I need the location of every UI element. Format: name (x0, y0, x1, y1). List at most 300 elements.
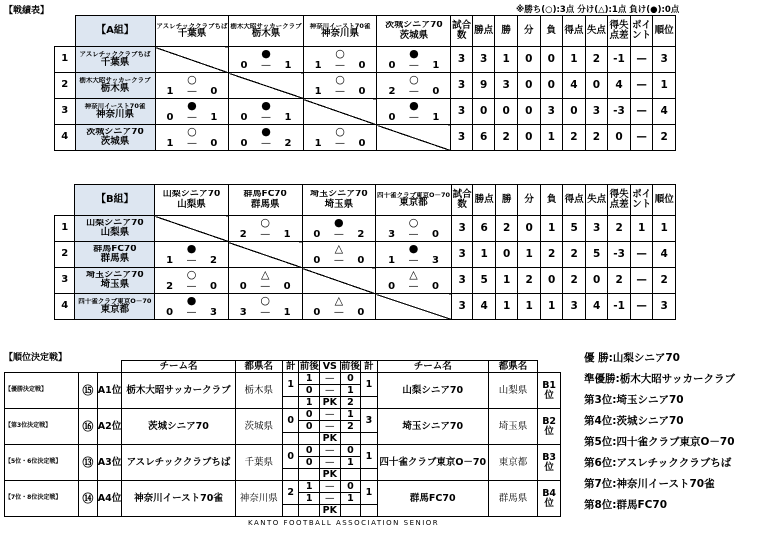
half-right: 1 (340, 385, 361, 397)
self-match-cell (155, 47, 229, 73)
pref-name: 山梨県 (177, 198, 206, 210)
match-cell (155, 125, 229, 151)
stat-value: 5 (473, 268, 496, 294)
right-pref: 東京都 (488, 445, 537, 481)
stat-value: 2 (585, 47, 608, 73)
right-position: B4位 (538, 481, 561, 517)
final-result-item: 準優勝:栃木大昭サッカークラブ (584, 373, 735, 385)
half-dash: — (320, 445, 341, 457)
match-score (155, 307, 228, 319)
left-position: A4位 (97, 481, 122, 517)
stat-value: 0 (585, 268, 608, 294)
stat-value: 3 (451, 216, 472, 242)
stat-value: 9 (472, 73, 495, 99)
stat-value: 0 (495, 99, 518, 125)
match-score (303, 307, 376, 319)
row-number: 4 (55, 125, 76, 151)
stat-value: — (630, 268, 653, 294)
stat-value: 0 (517, 99, 540, 125)
score-away: 0 (358, 85, 366, 97)
team-name: 山梨シニア70 (162, 190, 221, 200)
stat-value: — (630, 242, 653, 268)
half-dash: — (320, 481, 341, 493)
team-name: 茨城シニア70 (86, 127, 144, 137)
match-score (376, 255, 451, 267)
score-dash: — (186, 280, 197, 292)
row-number: 1 (55, 47, 76, 73)
result-symbol: ○ (187, 72, 197, 86)
score-home: 0 (388, 59, 396, 71)
stat-value: 0 (517, 73, 540, 99)
stat-header: 負 (540, 16, 563, 47)
table-row (5, 445, 561, 457)
score-dash: — (260, 306, 271, 318)
match-cell (302, 216, 376, 242)
group-b-label: 【B組】 (75, 185, 155, 216)
final-result-item: 第3位:埼玉シニア70 (584, 394, 684, 406)
score-home: 2 (388, 85, 396, 97)
half-left (299, 469, 320, 481)
half-left: 0 (299, 385, 320, 397)
score-away: 0 (357, 254, 365, 266)
match-cell (229, 47, 303, 73)
stat-value: 2 (540, 242, 563, 268)
half-dash: — (320, 421, 341, 433)
score-away: 0 (210, 85, 218, 97)
result-symbol: ○ (335, 72, 345, 86)
stat-value: 4 (653, 242, 676, 268)
group-b-col-header (228, 185, 302, 216)
stat-value: 1 (473, 242, 496, 268)
left-total: 1 (282, 373, 298, 397)
stat-value: 1 (540, 294, 563, 320)
stat-value: 1 (563, 47, 586, 73)
match-score (377, 112, 450, 124)
result-symbol: ● (261, 124, 271, 138)
stat-value: 0 (563, 99, 586, 125)
score-dash: — (408, 280, 419, 292)
score-away: 1 (432, 59, 440, 71)
stat-value: 1 (518, 242, 541, 268)
final-result-item: 第6位:アスレチッククラブちば (584, 457, 732, 469)
col-team: チーム名 (122, 361, 235, 373)
pk-total-blank (361, 433, 377, 445)
right-total: 1 (361, 445, 377, 469)
match-score (229, 138, 302, 150)
score-home: 0 (166, 111, 174, 123)
stat-value: -3 (608, 242, 631, 268)
pk-total-blank (282, 397, 298, 409)
stat-value: — (630, 294, 653, 320)
stat-header: 勝 (495, 16, 518, 47)
col-halves: 前後 (299, 360, 319, 372)
score-away: 0 (358, 137, 366, 149)
stat-value: 2 (653, 268, 676, 294)
score-dash: — (186, 306, 197, 318)
stat-header: 得点 (563, 185, 586, 216)
stat-value: -1 (608, 47, 631, 73)
match-score (156, 112, 229, 124)
stat-value: 0 (608, 125, 631, 151)
stat-header: 順位 (653, 185, 676, 216)
score-away: 2 (284, 137, 292, 149)
score-home: 0 (240, 59, 248, 71)
pref-name: 埼玉県 (100, 279, 130, 291)
team-name: 四十雀クラブ東京O－70 (78, 298, 152, 305)
match-score (303, 229, 376, 241)
row-number: 4 (55, 294, 75, 320)
result-symbol: ○ (408, 215, 419, 229)
pref-name: 神奈川県 (95, 108, 134, 120)
right-team: 四十雀クラブ東京O－70 (377, 445, 488, 481)
left-position: A3位 (97, 445, 122, 481)
team-name: 神奈川イースト70雀 (309, 22, 371, 30)
stat-header: 分 (517, 16, 540, 47)
group-a-label: 【A組】 (75, 16, 155, 47)
score-home: 1 (314, 137, 322, 149)
result-symbol: ● (409, 98, 419, 112)
match-number: ⑭ (79, 481, 98, 517)
half-right: 2 (340, 421, 361, 433)
ranking-title: 【順位決定戦】 (4, 353, 68, 363)
score-home: 1 (166, 85, 174, 97)
match-cell (303, 125, 377, 151)
row-number: 2 (55, 242, 75, 268)
score-dash: — (186, 111, 197, 123)
score-home: 1 (388, 254, 396, 266)
left-team: アスレチッククラブちば (122, 445, 235, 481)
stat-value: 1 (653, 73, 676, 99)
score-dash: — (335, 137, 346, 149)
pk-label: PK (320, 505, 341, 517)
stat-value: 5 (585, 242, 608, 268)
match-cell (302, 294, 376, 320)
final-result-item: 優 勝:山梨シニア70 (584, 352, 680, 364)
result-symbol: ● (409, 46, 419, 60)
team-name: 神奈川イースト70雀 (84, 103, 146, 110)
half-dash: — (320, 457, 341, 469)
stat-header: 勝 (495, 185, 518, 216)
pk-total-blank (361, 469, 377, 481)
stat-value: 0 (518, 216, 541, 242)
row-team (75, 99, 155, 125)
match-score (229, 229, 302, 241)
score-home: 3 (239, 306, 247, 318)
row-team (75, 125, 155, 151)
half-dash: — (320, 409, 341, 421)
stat-header: 順位 (653, 16, 676, 47)
stat-header: 得失点差 (608, 16, 631, 47)
pk-total-blank (282, 469, 298, 481)
stat-header: 得点 (563, 16, 586, 47)
group-b-col-header (302, 185, 376, 216)
group-a-col-header (229, 16, 303, 47)
score-away: 0 (357, 306, 365, 318)
self-match-cell (377, 125, 451, 151)
stat-value: 2 (585, 125, 608, 151)
result-symbol: ● (186, 241, 197, 255)
final-result-item: 第5位:四十雀クラブ東京O－70 (584, 436, 735, 448)
stat-value: 3 (653, 47, 676, 73)
team-name: 群馬FC70 (93, 244, 137, 254)
match-cell (376, 216, 452, 242)
stat-value: — (630, 73, 653, 99)
pk-total-blank (282, 433, 298, 445)
right-total: 3 (361, 409, 377, 433)
stat-header: 分 (518, 185, 541, 216)
row-number: 3 (55, 268, 75, 294)
result-symbol: ○ (260, 215, 270, 229)
match-score (304, 86, 377, 98)
team-name: 栃木大昭サッカークラブ (230, 22, 302, 30)
score-dash: — (408, 254, 419, 266)
match-score (155, 281, 228, 293)
match-cell (303, 47, 377, 73)
col-team: チーム名 (377, 361, 488, 373)
self-match-cell (302, 268, 376, 294)
stat-value: — (630, 99, 653, 125)
stat-value: 3 (563, 294, 586, 320)
score-dash: — (333, 228, 344, 240)
stat-value: 0 (495, 242, 518, 268)
match-score (304, 138, 377, 150)
row-number: 2 (55, 73, 76, 99)
score-home: 0 (239, 280, 247, 292)
score-away: 1 (283, 306, 291, 318)
score-away: 1 (432, 111, 440, 123)
row-number: 3 (55, 99, 76, 125)
pref-name: 千葉県 (177, 28, 207, 40)
stat-value: — (630, 125, 653, 151)
pk-total-blank (361, 505, 377, 517)
score-home: 0 (240, 137, 248, 149)
stat-value: 6 (473, 216, 496, 242)
table-row (55, 242, 676, 268)
stat-value: 2 (495, 125, 518, 151)
right-total: 1 (361, 481, 377, 505)
half-right: 2 (340, 397, 361, 409)
half-left: 1 (299, 481, 320, 493)
final-result-item: 第8位:群馬FC70 (584, 499, 667, 511)
right-team: 群馬FC70 (377, 481, 488, 517)
stat-value: 2 (653, 125, 676, 151)
left-total: 2 (282, 481, 298, 505)
row-team (75, 216, 155, 242)
stat-value: 3 (451, 242, 472, 268)
half-right: 0 (340, 373, 361, 385)
table-row (5, 373, 561, 385)
stat-value: 0 (540, 47, 563, 73)
match-cell (229, 125, 303, 151)
match-score (229, 281, 302, 293)
pref-name: 山梨県 (100, 227, 130, 239)
left-pref: 神奈川県 (235, 481, 282, 517)
score-home: 0 (313, 306, 321, 318)
self-match-cell (228, 242, 302, 268)
score-dash: — (261, 59, 271, 71)
match-label: 【第3位決定戦】 (5, 409, 79, 445)
stat-value: 3 (585, 99, 608, 125)
match-cell (229, 99, 303, 125)
right-team: 埼玉シニア70 (377, 409, 488, 445)
match-score (377, 60, 450, 72)
match-score (156, 86, 229, 98)
stat-value: 1 (653, 216, 676, 242)
col-halves: 前後 (340, 360, 360, 372)
score-dash: — (408, 228, 419, 240)
stat-value: 1 (630, 216, 653, 242)
score-dash: — (260, 280, 271, 292)
stat-value: 1 (518, 294, 541, 320)
score-home: 0 (313, 254, 321, 266)
half-left: 0 (299, 457, 320, 469)
match-score (304, 60, 377, 72)
match-score (229, 60, 302, 72)
match-number: ⑯ (79, 409, 98, 445)
score-away: 0 (283, 280, 291, 292)
match-score (229, 112, 302, 124)
stat-value: 2 (518, 268, 541, 294)
table-row (5, 481, 561, 493)
stat-value: — (630, 47, 653, 73)
match-score (156, 138, 229, 150)
half-right (340, 505, 361, 517)
stat-value: 0 (472, 99, 495, 125)
pref-name: 群馬県 (250, 198, 280, 210)
stat-value: 2 (495, 216, 518, 242)
score-dash: — (186, 85, 197, 97)
table-row (55, 99, 676, 125)
team-name: アスレチッククラブちば (156, 22, 228, 30)
score-away: 0 (432, 228, 439, 240)
match-label: 【7位・8位決定戦】 (5, 481, 79, 517)
stat-value: 3 (451, 125, 473, 151)
match-cell (228, 268, 302, 294)
score-away: 0 (210, 280, 217, 292)
match-cell (155, 242, 229, 268)
stat-value: 0 (517, 47, 540, 73)
stat-value: 4 (653, 99, 676, 125)
result-symbol: △ (334, 241, 344, 255)
stat-value: 3 (451, 73, 473, 99)
left-total: 0 (282, 409, 298, 433)
half-left: 0 (299, 445, 320, 457)
score-away: 1 (283, 228, 291, 240)
stat-header: ポイント (630, 16, 653, 47)
match-cell (228, 216, 302, 242)
final-result-item: 第4位:茨城シニア70 (584, 415, 684, 427)
score-home: 1 (166, 137, 174, 149)
pk-label: PK (320, 469, 341, 481)
stat-value: 4 (473, 294, 496, 320)
col-total: 計 (282, 361, 298, 373)
half-right: 0 (340, 445, 361, 457)
result-symbol: △ (334, 293, 344, 307)
half-left (299, 433, 320, 445)
footer-text: KANTO FOOTBALL ASSOCIATION SENIOR (248, 519, 440, 527)
stat-header: 試合数 (451, 185, 472, 216)
half-dash: — (320, 385, 341, 397)
team-name: 埼玉シニア70 (86, 270, 144, 280)
row-number: 1 (55, 216, 75, 242)
half-right (340, 433, 361, 445)
pref-name: 栃木県 (251, 28, 281, 40)
score-dash: — (335, 85, 346, 97)
half-right: 0 (340, 481, 361, 493)
stat-value: 1 (540, 125, 563, 151)
team-name: 栃木大昭サッカークラブ (79, 77, 151, 84)
team-name: 埼玉シニア70 (310, 190, 368, 200)
points-legend: ※勝ち(○):3点 分け(△):1点 負け(●):0点 (516, 5, 680, 15)
stat-value: 2 (608, 216, 631, 242)
group-b-col-header (376, 185, 452, 216)
score-away: 1 (284, 59, 292, 71)
row-team (75, 268, 155, 294)
match-cell (155, 73, 229, 99)
pref-name: 神奈川県 (321, 28, 360, 40)
half-left: 1 (299, 493, 320, 505)
stat-value: 3 (585, 216, 608, 242)
half-left: 1 (299, 397, 320, 409)
group-b-table (54, 184, 676, 320)
match-cell (377, 47, 451, 73)
score-away: 1 (284, 111, 292, 123)
left-team: 茨城シニア70 (122, 409, 235, 445)
result-symbol: ○ (335, 124, 345, 138)
left-total: 0 (282, 445, 298, 469)
score-home: 1 (314, 85, 322, 97)
col-total: 計 (361, 361, 377, 373)
stat-value: -3 (608, 99, 631, 125)
score-dash: — (333, 306, 344, 318)
team-name: 四十雀クラブ東京O－70 (377, 191, 451, 199)
table-row (55, 294, 676, 320)
left-pref: 茨城県 (235, 409, 282, 445)
result-symbol: ○ (186, 267, 197, 281)
match-cell (376, 268, 452, 294)
stat-value: 0 (540, 268, 563, 294)
result-symbol: △ (409, 267, 418, 281)
stat-value: 2 (563, 125, 586, 151)
pref-name: 茨城県 (399, 29, 429, 41)
score-dash: — (261, 111, 271, 123)
match-score (377, 86, 450, 98)
final-result-item: 第7位:神奈川イースト70雀 (584, 478, 715, 490)
score-away: 0 (432, 85, 440, 97)
match-score (155, 255, 228, 267)
score-home: 0 (166, 306, 174, 318)
stat-value: 3 (472, 47, 495, 73)
score-dash: — (186, 254, 197, 266)
pk-total-blank (361, 397, 377, 409)
result-symbol: △ (260, 267, 270, 281)
score-away: 0 (432, 280, 439, 292)
stat-value: 4 (608, 73, 631, 99)
stat-value: 1 (495, 47, 518, 73)
half-dash: — (320, 373, 341, 385)
self-match-cell (303, 99, 377, 125)
score-away: 2 (357, 228, 365, 240)
score-away: 3 (210, 306, 217, 318)
score-home: 0 (313, 228, 321, 240)
half-left: 0 (299, 409, 320, 421)
group-b-col-header (155, 185, 229, 216)
stat-value: 3 (495, 73, 518, 99)
score-dash: — (408, 85, 419, 97)
stat-value: 0 (585, 73, 608, 99)
stat-value: 4 (563, 73, 586, 99)
half-left (299, 505, 320, 517)
